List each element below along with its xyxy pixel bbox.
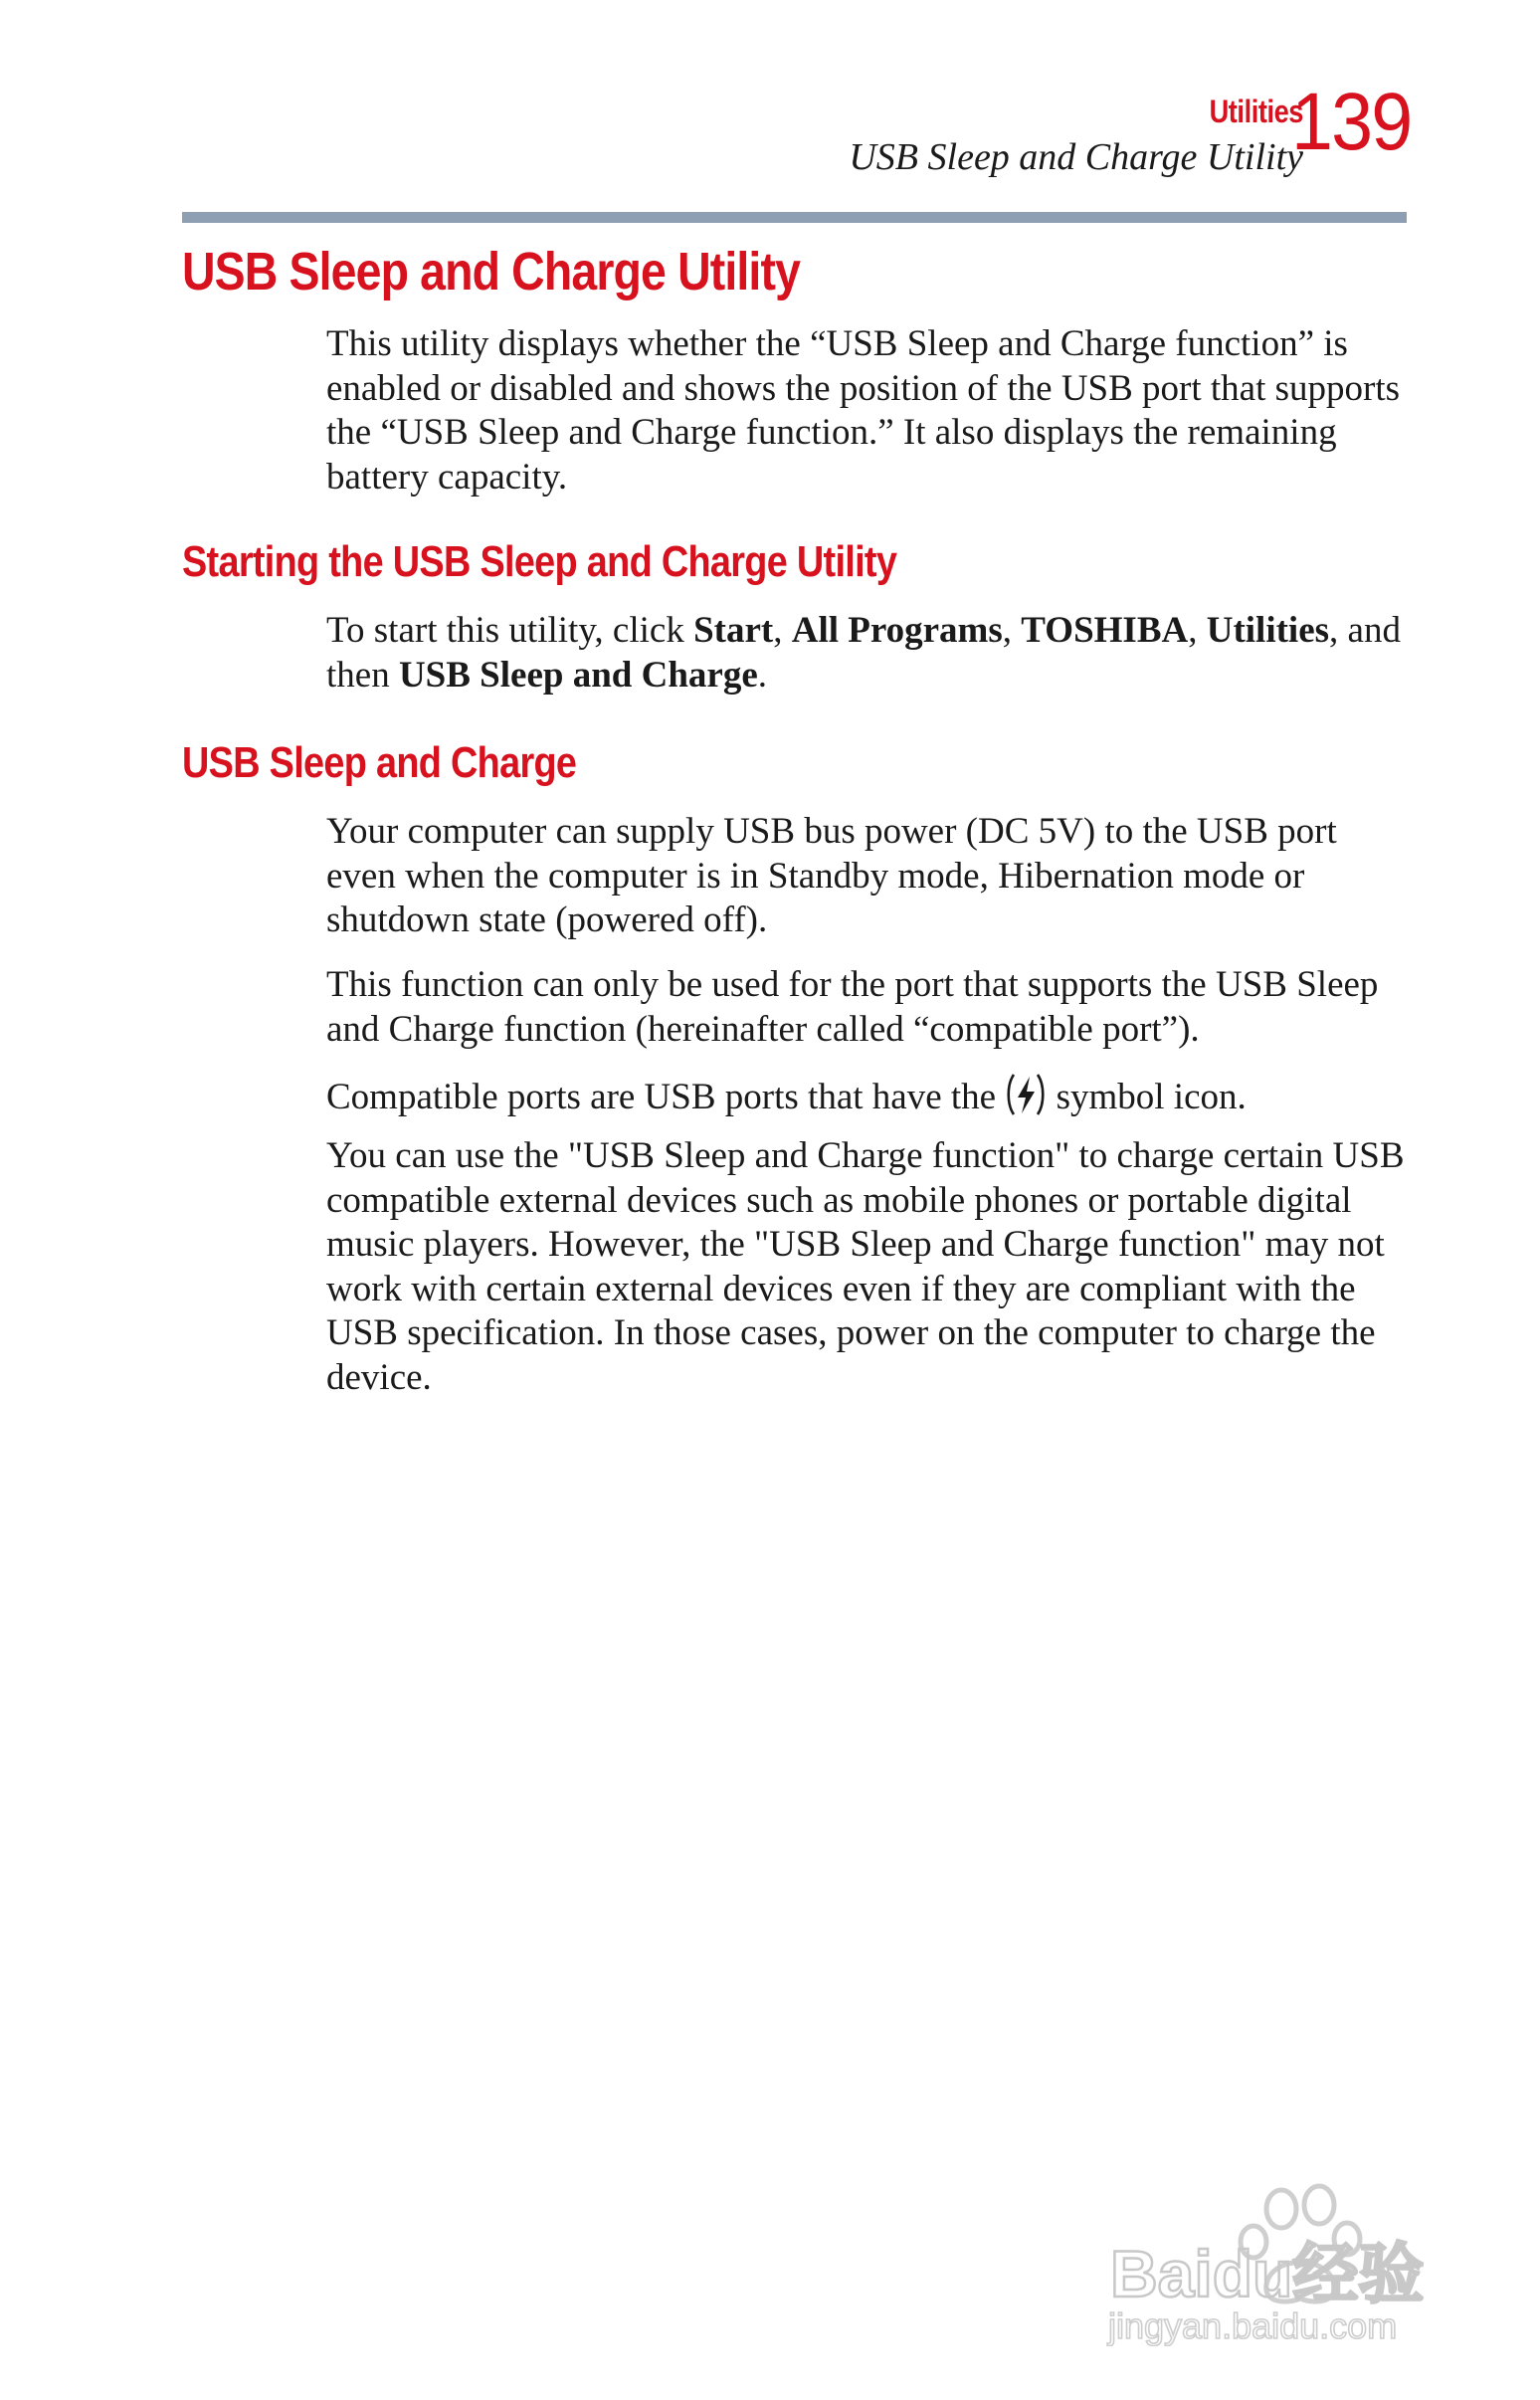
starting-instructions <box>326 609 1411 698</box>
symbol-text-before: Compatible ports are USB ports that have the <box>326 1077 1006 1117</box>
menu-path-separator: , <box>1188 610 1207 651</box>
menu-path-all-programs: All Programs <box>791 610 1003 651</box>
symbol-icon-paragraph <box>326 1071 1411 1120</box>
watermark-brand: Baidu经验 <box>1110 2237 1425 2310</box>
page-number: 139 <box>1291 77 1412 167</box>
charging-devices-paragraph: You can use the "USB Sleep and Charge function" to charge certain USB compatible external devices such as mobile phones or portable digital music players. However, the "USB Sleep and Charge function" may not work with certain external devices even if they are compliant with the USB specification. In those cases, power on the computer to charge the device. <box>326 1135 1405 1398</box>
usb-power-paragraph: Your computer can supply USB bus power (DC 5V) to the USB port even when the computer is in Standby mode, Hibernation mode or shutdown state (powered off). <box>326 811 1337 940</box>
compatible-port-paragraph: This function can only be used for the port that supports the USB Sleep and Charge function (hereinafter called “compatible port”). <box>326 964 1379 1050</box>
menu-path-utilities: Utilities <box>1206 610 1330 651</box>
symbol-text-after: symbol icon. <box>1047 1077 1247 1117</box>
baidu-watermark <box>1102 2167 1460 2346</box>
intro-paragraph: This utility displays whether the “USB Sleep and Charge function” is enabled or disabled and shows the position of the USB port that supports the “USB Sleep and Charge function.” It also displays the remaining battery capacity. <box>326 323 1401 498</box>
instruction-prefix: To start this utility, click <box>326 610 694 651</box>
menu-path-usb-sleep-charge: USB Sleep and Charge <box>398 654 758 696</box>
instruction-end: . <box>757 654 768 696</box>
instruction-mid: , and then <box>326 610 1401 696</box>
page-title: USB Sleep and Charge Utility <box>182 242 801 301</box>
running-header <box>507 92 1303 181</box>
watermark-url: jingyan.baidu.com <box>1108 2305 1398 2346</box>
section-heading-starting: Starting the USB Sleep and Charge Utility <box>182 537 897 586</box>
running-header-title: USB Sleep and Charge Utility <box>849 136 1303 178</box>
section-heading-usb-sleep-charge: USB Sleep and Charge <box>182 738 577 787</box>
baidu-paw-logo-icon <box>1102 2167 1460 2346</box>
lightning-bolt-icon <box>1005 1071 1047 1118</box>
running-header-section: Utilities <box>1209 94 1303 129</box>
menu-path-toshiba: TOSHIBA <box>1021 610 1189 651</box>
menu-path-start: Start <box>693 610 774 651</box>
header-divider <box>182 212 1407 223</box>
menu-path-separator: , <box>773 610 792 651</box>
menu-path-separator: , <box>1002 610 1022 651</box>
